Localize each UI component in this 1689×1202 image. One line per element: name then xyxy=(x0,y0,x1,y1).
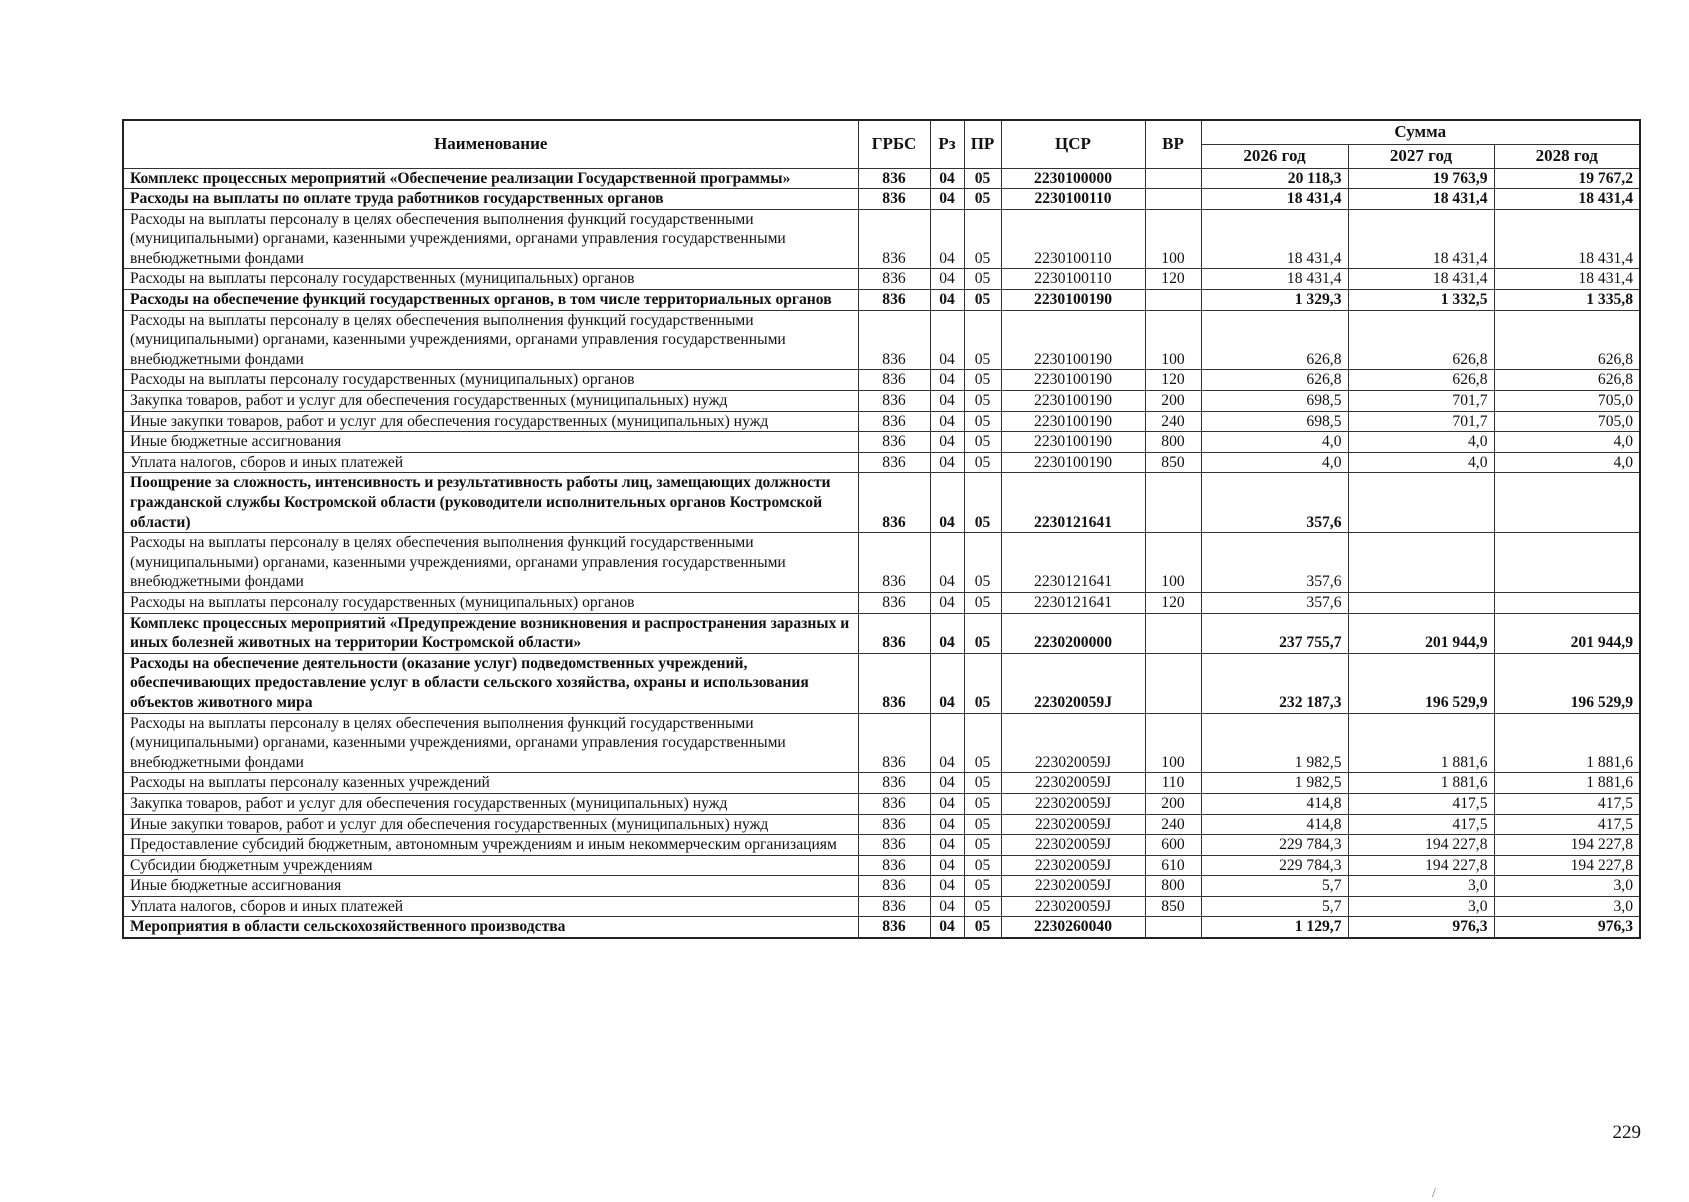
cell-2027: 976,3 xyxy=(1348,917,1494,938)
cell-2026: 20 118,3 xyxy=(1201,168,1348,189)
table-row xyxy=(123,370,1640,391)
cell-csr: 223020059J xyxy=(1001,835,1145,856)
cell-pr: 05 xyxy=(964,713,1001,773)
cell-rz: 04 xyxy=(930,209,964,269)
cell-csr: 223020059J xyxy=(1001,855,1145,876)
cell-name: Расходы на выплаты персоналу в целях обеспечения выполнения функций государственными (муниципальными) органами, казенными учреждениями, органами управления государственными внебюджетными фондами xyxy=(123,209,858,269)
cell-2027: 701,7 xyxy=(1348,391,1494,412)
cell-2028: 626,8 xyxy=(1494,370,1640,391)
cell-vr: 100 xyxy=(1145,713,1201,773)
cell-2028: 1 881,6 xyxy=(1494,773,1640,794)
cell-2027: 3,0 xyxy=(1348,896,1494,917)
cell-pr: 05 xyxy=(964,370,1001,391)
cell-vr xyxy=(1145,613,1201,653)
cell-csr: 2230121641 xyxy=(1001,473,1145,533)
cell-pr: 05 xyxy=(964,773,1001,794)
cell-2026: 357,6 xyxy=(1201,533,1348,593)
cell-2026: 237 755,7 xyxy=(1201,613,1348,653)
cell-2026: 232 187,3 xyxy=(1201,653,1348,713)
cell-grbs: 836 xyxy=(858,189,930,210)
cell-rz: 04 xyxy=(930,855,964,876)
table-row xyxy=(123,209,1640,269)
cell-name: Уплата налогов, сборов и иных платежей xyxy=(123,896,858,917)
cell-grbs: 836 xyxy=(858,713,930,773)
cell-vr xyxy=(1145,290,1201,311)
cell-vr: 850 xyxy=(1145,896,1201,917)
cell-2026: 5,7 xyxy=(1201,896,1348,917)
cell-csr: 2230100190 xyxy=(1001,432,1145,453)
cell-grbs: 836 xyxy=(858,432,930,453)
cell-rz: 04 xyxy=(930,310,964,370)
cell-2028: 196 529,9 xyxy=(1494,653,1640,713)
header-grbs: ГРБС xyxy=(858,120,930,168)
cell-2027: 626,8 xyxy=(1348,370,1494,391)
cell-2028 xyxy=(1494,592,1640,613)
cell-2026: 18 431,4 xyxy=(1201,209,1348,269)
cell-pr: 05 xyxy=(964,533,1001,593)
cell-pr: 05 xyxy=(964,290,1001,311)
table-row xyxy=(123,391,1640,412)
cell-rz: 04 xyxy=(930,835,964,856)
cell-csr: 2230100190 xyxy=(1001,391,1145,412)
cell-2026: 626,8 xyxy=(1201,310,1348,370)
table-row xyxy=(123,411,1640,432)
table-row xyxy=(123,793,1640,814)
cell-2028: 1 335,8 xyxy=(1494,290,1640,311)
cell-2026: 18 431,4 xyxy=(1201,269,1348,290)
cell-grbs: 836 xyxy=(858,814,930,835)
cell-grbs: 836 xyxy=(858,533,930,593)
table-row xyxy=(123,533,1640,593)
cell-2027: 196 529,9 xyxy=(1348,653,1494,713)
cell-csr: 223020059J xyxy=(1001,653,1145,713)
cell-2028: 705,0 xyxy=(1494,411,1640,432)
cell-2028 xyxy=(1494,473,1640,533)
cell-grbs: 836 xyxy=(858,917,930,938)
cell-2027 xyxy=(1348,473,1494,533)
cell-pr: 05 xyxy=(964,835,1001,856)
table-row xyxy=(123,917,1640,938)
cell-rz: 04 xyxy=(930,653,964,713)
table-row xyxy=(123,452,1640,473)
cell-name: Субсидии бюджетным учреждениям xyxy=(123,855,858,876)
cell-pr: 05 xyxy=(964,592,1001,613)
cell-name: Расходы на выплаты персоналу государственных (муниципальных) органов xyxy=(123,269,858,290)
cell-grbs: 836 xyxy=(858,168,930,189)
cell-csr: 2230260040 xyxy=(1001,917,1145,938)
cell-2026: 18 431,4 xyxy=(1201,189,1348,210)
cell-name: Расходы на выплаты персоналу в целях обеспечения выполнения функций государственными (муниципальными) органами, казенными учреждениями, органами управления государственными внебюджетными фондами xyxy=(123,713,858,773)
table-row xyxy=(123,713,1640,773)
cell-vr xyxy=(1145,653,1201,713)
cell-2028: 1 881,6 xyxy=(1494,713,1640,773)
cell-rz: 04 xyxy=(930,814,964,835)
cell-csr: 223020059J xyxy=(1001,773,1145,794)
cell-name: Комплекс процессных мероприятий «Предупреждение возникновения и распространения заразных и иных болезней животных на территории Костромской области» xyxy=(123,613,858,653)
cell-vr xyxy=(1145,917,1201,938)
cell-name: Расходы на выплаты персоналу государственных (муниципальных) органов xyxy=(123,592,858,613)
cell-grbs: 836 xyxy=(858,613,930,653)
cell-name: Уплата налогов, сборов и иных платежей xyxy=(123,452,858,473)
cell-2028: 201 944,9 xyxy=(1494,613,1640,653)
cell-name: Иные бюджетные ассигнования xyxy=(123,432,858,453)
cell-csr: 223020059J xyxy=(1001,876,1145,897)
cell-2028: 417,5 xyxy=(1494,814,1640,835)
cell-rz: 04 xyxy=(930,917,964,938)
cell-pr: 05 xyxy=(964,855,1001,876)
cell-2028: 705,0 xyxy=(1494,391,1640,412)
cell-vr: 240 xyxy=(1145,814,1201,835)
cell-rz: 04 xyxy=(930,452,964,473)
cell-2028: 4,0 xyxy=(1494,432,1640,453)
cell-grbs: 836 xyxy=(858,653,930,713)
cell-rz: 04 xyxy=(930,432,964,453)
cell-grbs: 836 xyxy=(858,592,930,613)
cell-vr: 100 xyxy=(1145,209,1201,269)
header-csr: ЦСР xyxy=(1001,120,1145,168)
cell-name: Предоставление субсидий бюджетным, автономным учреждениям и иным некоммерческим организациям xyxy=(123,835,858,856)
table-row xyxy=(123,814,1640,835)
table-row xyxy=(123,613,1640,653)
cell-name: Поощрение за сложность, интенсивность и результативность работы лиц, замещающих должности гражданской службы Костромской области (руководители исполнительных органов Костромской области) xyxy=(123,473,858,533)
scan-mark: / xyxy=(1432,1186,1436,1201)
table-row xyxy=(123,269,1640,290)
cell-rz: 04 xyxy=(930,473,964,533)
cell-2028: 18 431,4 xyxy=(1494,189,1640,210)
cell-vr xyxy=(1145,168,1201,189)
cell-grbs: 836 xyxy=(858,310,930,370)
cell-2026: 1 982,5 xyxy=(1201,713,1348,773)
cell-2027: 417,5 xyxy=(1348,793,1494,814)
table-row xyxy=(123,876,1640,897)
cell-vr: 610 xyxy=(1145,855,1201,876)
cell-rz: 04 xyxy=(930,189,964,210)
cell-rz: 04 xyxy=(930,391,964,412)
cell-vr: 200 xyxy=(1145,391,1201,412)
cell-name: Иные закупки товаров, работ и услуг для обеспечения государственных (муниципальных) нужд xyxy=(123,411,858,432)
cell-rz: 04 xyxy=(930,269,964,290)
cell-name: Закупка товаров, работ и услуг для обеспечения государственных (муниципальных) нужд xyxy=(123,391,858,412)
cell-csr: 2230100110 xyxy=(1001,209,1145,269)
cell-pr: 05 xyxy=(964,876,1001,897)
cell-2026: 626,8 xyxy=(1201,370,1348,391)
cell-csr: 223020059J xyxy=(1001,814,1145,835)
cell-pr: 05 xyxy=(964,814,1001,835)
cell-pr: 05 xyxy=(964,310,1001,370)
cell-2027 xyxy=(1348,592,1494,613)
cell-name: Иные закупки товаров, работ и услуг для обеспечения государственных (муниципальных) нужд xyxy=(123,814,858,835)
cell-2026: 229 784,3 xyxy=(1201,835,1348,856)
cell-vr: 120 xyxy=(1145,592,1201,613)
cell-2028: 3,0 xyxy=(1494,896,1640,917)
cell-vr: 200 xyxy=(1145,793,1201,814)
cell-name: Расходы на выплаты персоналу в целях обеспечения выполнения функций государственными (муниципальными) органами, казенными учреждениями, органами управления государственными внебюджетными фондами xyxy=(123,533,858,593)
table-row xyxy=(123,473,1640,533)
cell-2026: 698,5 xyxy=(1201,411,1348,432)
cell-2026: 1 129,7 xyxy=(1201,917,1348,938)
cell-vr: 850 xyxy=(1145,452,1201,473)
cell-rz: 04 xyxy=(930,876,964,897)
cell-vr: 800 xyxy=(1145,876,1201,897)
cell-pr: 05 xyxy=(964,168,1001,189)
header-sum: Сумма xyxy=(1201,120,1640,144)
cell-2028: 3,0 xyxy=(1494,876,1640,897)
cell-csr: 2230100190 xyxy=(1001,411,1145,432)
table-row xyxy=(123,432,1640,453)
cell-2028: 976,3 xyxy=(1494,917,1640,938)
cell-csr: 223020059J xyxy=(1001,896,1145,917)
table-row xyxy=(123,855,1640,876)
cell-pr: 05 xyxy=(964,896,1001,917)
cell-grbs: 836 xyxy=(858,411,930,432)
cell-grbs: 836 xyxy=(858,876,930,897)
cell-name: Расходы на обеспечение деятельности (оказание услуг) подведомственных учреждений, обеспечивающих предоставление услуг в области сельского хозяйства, охраны и использования объектов животного мира xyxy=(123,653,858,713)
header-vr: ВР xyxy=(1145,120,1201,168)
cell-rz: 04 xyxy=(930,592,964,613)
table-row xyxy=(123,773,1640,794)
cell-pr: 05 xyxy=(964,793,1001,814)
cell-pr: 05 xyxy=(964,209,1001,269)
cell-2027: 3,0 xyxy=(1348,876,1494,897)
cell-2028: 4,0 xyxy=(1494,452,1640,473)
cell-vr xyxy=(1145,189,1201,210)
cell-grbs: 836 xyxy=(858,855,930,876)
cell-grbs: 836 xyxy=(858,370,930,391)
cell-csr: 2230100110 xyxy=(1001,269,1145,290)
cell-2027: 1 881,6 xyxy=(1348,773,1494,794)
cell-2026: 1 329,3 xyxy=(1201,290,1348,311)
cell-csr: 223020059J xyxy=(1001,793,1145,814)
page-number: 229 xyxy=(1612,1122,1641,1143)
cell-2027: 18 431,4 xyxy=(1348,269,1494,290)
cell-csr: 2230100110 xyxy=(1001,189,1145,210)
cell-name: Мероприятия в области сельскохозяйственного производства xyxy=(123,917,858,938)
cell-grbs: 836 xyxy=(858,209,930,269)
cell-rz: 04 xyxy=(930,793,964,814)
cell-pr: 05 xyxy=(964,452,1001,473)
cell-2027: 18 431,4 xyxy=(1348,189,1494,210)
header-2026: 2026 год xyxy=(1201,144,1348,168)
cell-2026: 357,6 xyxy=(1201,592,1348,613)
cell-2027: 626,8 xyxy=(1348,310,1494,370)
header-name: Наименование xyxy=(123,120,858,168)
cell-vr: 120 xyxy=(1145,269,1201,290)
cell-grbs: 836 xyxy=(858,793,930,814)
cell-2027: 19 763,9 xyxy=(1348,168,1494,189)
cell-2026: 1 982,5 xyxy=(1201,773,1348,794)
cell-csr: 2230100190 xyxy=(1001,370,1145,391)
cell-pr: 05 xyxy=(964,473,1001,533)
cell-2028: 18 431,4 xyxy=(1494,269,1640,290)
cell-pr: 05 xyxy=(964,653,1001,713)
cell-name: Закупка товаров, работ и услуг для обеспечения государственных (муниципальных) нужд xyxy=(123,793,858,814)
cell-csr: 2230100190 xyxy=(1001,310,1145,370)
cell-vr: 100 xyxy=(1145,310,1201,370)
cell-grbs: 836 xyxy=(858,391,930,412)
header-rz: Рз xyxy=(930,120,964,168)
cell-csr: 2230121641 xyxy=(1001,592,1145,613)
cell-csr: 2230200000 xyxy=(1001,613,1145,653)
table-row xyxy=(123,592,1640,613)
cell-grbs: 836 xyxy=(858,269,930,290)
cell-rz: 04 xyxy=(930,613,964,653)
cell-2028: 417,5 xyxy=(1494,793,1640,814)
cell-2028 xyxy=(1494,533,1640,593)
cell-2028: 18 431,4 xyxy=(1494,209,1640,269)
cell-pr: 05 xyxy=(964,189,1001,210)
cell-2027: 701,7 xyxy=(1348,411,1494,432)
table-row xyxy=(123,290,1640,311)
cell-2026: 414,8 xyxy=(1201,814,1348,835)
table-row xyxy=(123,835,1640,856)
cell-2027: 18 431,4 xyxy=(1348,209,1494,269)
header-2027: 2027 год xyxy=(1348,144,1494,168)
cell-2028: 194 227,8 xyxy=(1494,835,1640,856)
cell-name: Расходы на выплаты по оплате труда работников государственных органов xyxy=(123,189,858,210)
cell-name: Комплекс процессных мероприятий «Обеспечение реализации Государственной программы» xyxy=(123,168,858,189)
cell-grbs: 836 xyxy=(858,896,930,917)
cell-pr: 05 xyxy=(964,432,1001,453)
cell-pr: 05 xyxy=(964,917,1001,938)
table-row xyxy=(123,896,1640,917)
cell-grbs: 836 xyxy=(858,452,930,473)
cell-grbs: 836 xyxy=(858,290,930,311)
cell-grbs: 836 xyxy=(858,473,930,533)
table-body xyxy=(123,168,1640,938)
cell-vr xyxy=(1145,473,1201,533)
budget-table xyxy=(122,119,1641,939)
cell-vr: 800 xyxy=(1145,432,1201,453)
cell-2026: 5,7 xyxy=(1201,876,1348,897)
cell-2026: 698,5 xyxy=(1201,391,1348,412)
cell-csr: 2230100190 xyxy=(1001,290,1145,311)
cell-csr: 2230100190 xyxy=(1001,452,1145,473)
table-row xyxy=(123,189,1640,210)
cell-rz: 04 xyxy=(930,533,964,593)
cell-rz: 04 xyxy=(930,411,964,432)
cell-2026: 229 784,3 xyxy=(1201,855,1348,876)
table-header xyxy=(123,120,1640,168)
cell-vr: 120 xyxy=(1145,370,1201,391)
cell-grbs: 836 xyxy=(858,835,930,856)
cell-pr: 05 xyxy=(964,391,1001,412)
cell-2027: 194 227,8 xyxy=(1348,855,1494,876)
cell-2026: 4,0 xyxy=(1201,432,1348,453)
cell-csr: 2230100000 xyxy=(1001,168,1145,189)
cell-rz: 04 xyxy=(930,896,964,917)
cell-pr: 05 xyxy=(964,269,1001,290)
cell-2027: 1 332,5 xyxy=(1348,290,1494,311)
cell-name: Расходы на выплаты персоналу государственных (муниципальных) органов xyxy=(123,370,858,391)
cell-rz: 04 xyxy=(930,713,964,773)
cell-rz: 04 xyxy=(930,290,964,311)
cell-rz: 04 xyxy=(930,370,964,391)
cell-vr: 240 xyxy=(1145,411,1201,432)
table-row xyxy=(123,653,1640,713)
cell-name: Расходы на выплаты персоналу в целях обеспечения выполнения функций государственными (муниципальными) органами, казенными учреждениями, органами управления государственными внебюджетными фондами xyxy=(123,310,858,370)
cell-2027: 194 227,8 xyxy=(1348,835,1494,856)
header-2028: 2028 год xyxy=(1494,144,1640,168)
cell-vr: 600 xyxy=(1145,835,1201,856)
cell-2028: 626,8 xyxy=(1494,310,1640,370)
cell-2027: 1 881,6 xyxy=(1348,713,1494,773)
cell-2027: 4,0 xyxy=(1348,432,1494,453)
table-row xyxy=(123,168,1640,189)
cell-grbs: 836 xyxy=(858,773,930,794)
cell-name: Расходы на обеспечение функций государственных органов, в том числе территориальных органов xyxy=(123,290,858,311)
cell-2027: 201 944,9 xyxy=(1348,613,1494,653)
cell-vr: 100 xyxy=(1145,533,1201,593)
cell-2026: 4,0 xyxy=(1201,452,1348,473)
cell-2028: 19 767,2 xyxy=(1494,168,1640,189)
cell-pr: 05 xyxy=(964,411,1001,432)
cell-vr: 110 xyxy=(1145,773,1201,794)
cell-name: Иные бюджетные ассигнования xyxy=(123,876,858,897)
cell-pr: 05 xyxy=(964,613,1001,653)
cell-name: Расходы на выплаты персоналу казенных учреждений xyxy=(123,773,858,794)
cell-rz: 04 xyxy=(930,168,964,189)
cell-rz: 04 xyxy=(930,773,964,794)
cell-csr: 223020059J xyxy=(1001,713,1145,773)
cell-2028: 194 227,8 xyxy=(1494,855,1640,876)
cell-csr: 2230121641 xyxy=(1001,533,1145,593)
cell-2026: 357,6 xyxy=(1201,473,1348,533)
header-pr: ПР xyxy=(964,120,1001,168)
cell-2027: 417,5 xyxy=(1348,814,1494,835)
cell-2027: 4,0 xyxy=(1348,452,1494,473)
cell-2026: 414,8 xyxy=(1201,793,1348,814)
cell-2027 xyxy=(1348,533,1494,593)
table-row xyxy=(123,310,1640,370)
